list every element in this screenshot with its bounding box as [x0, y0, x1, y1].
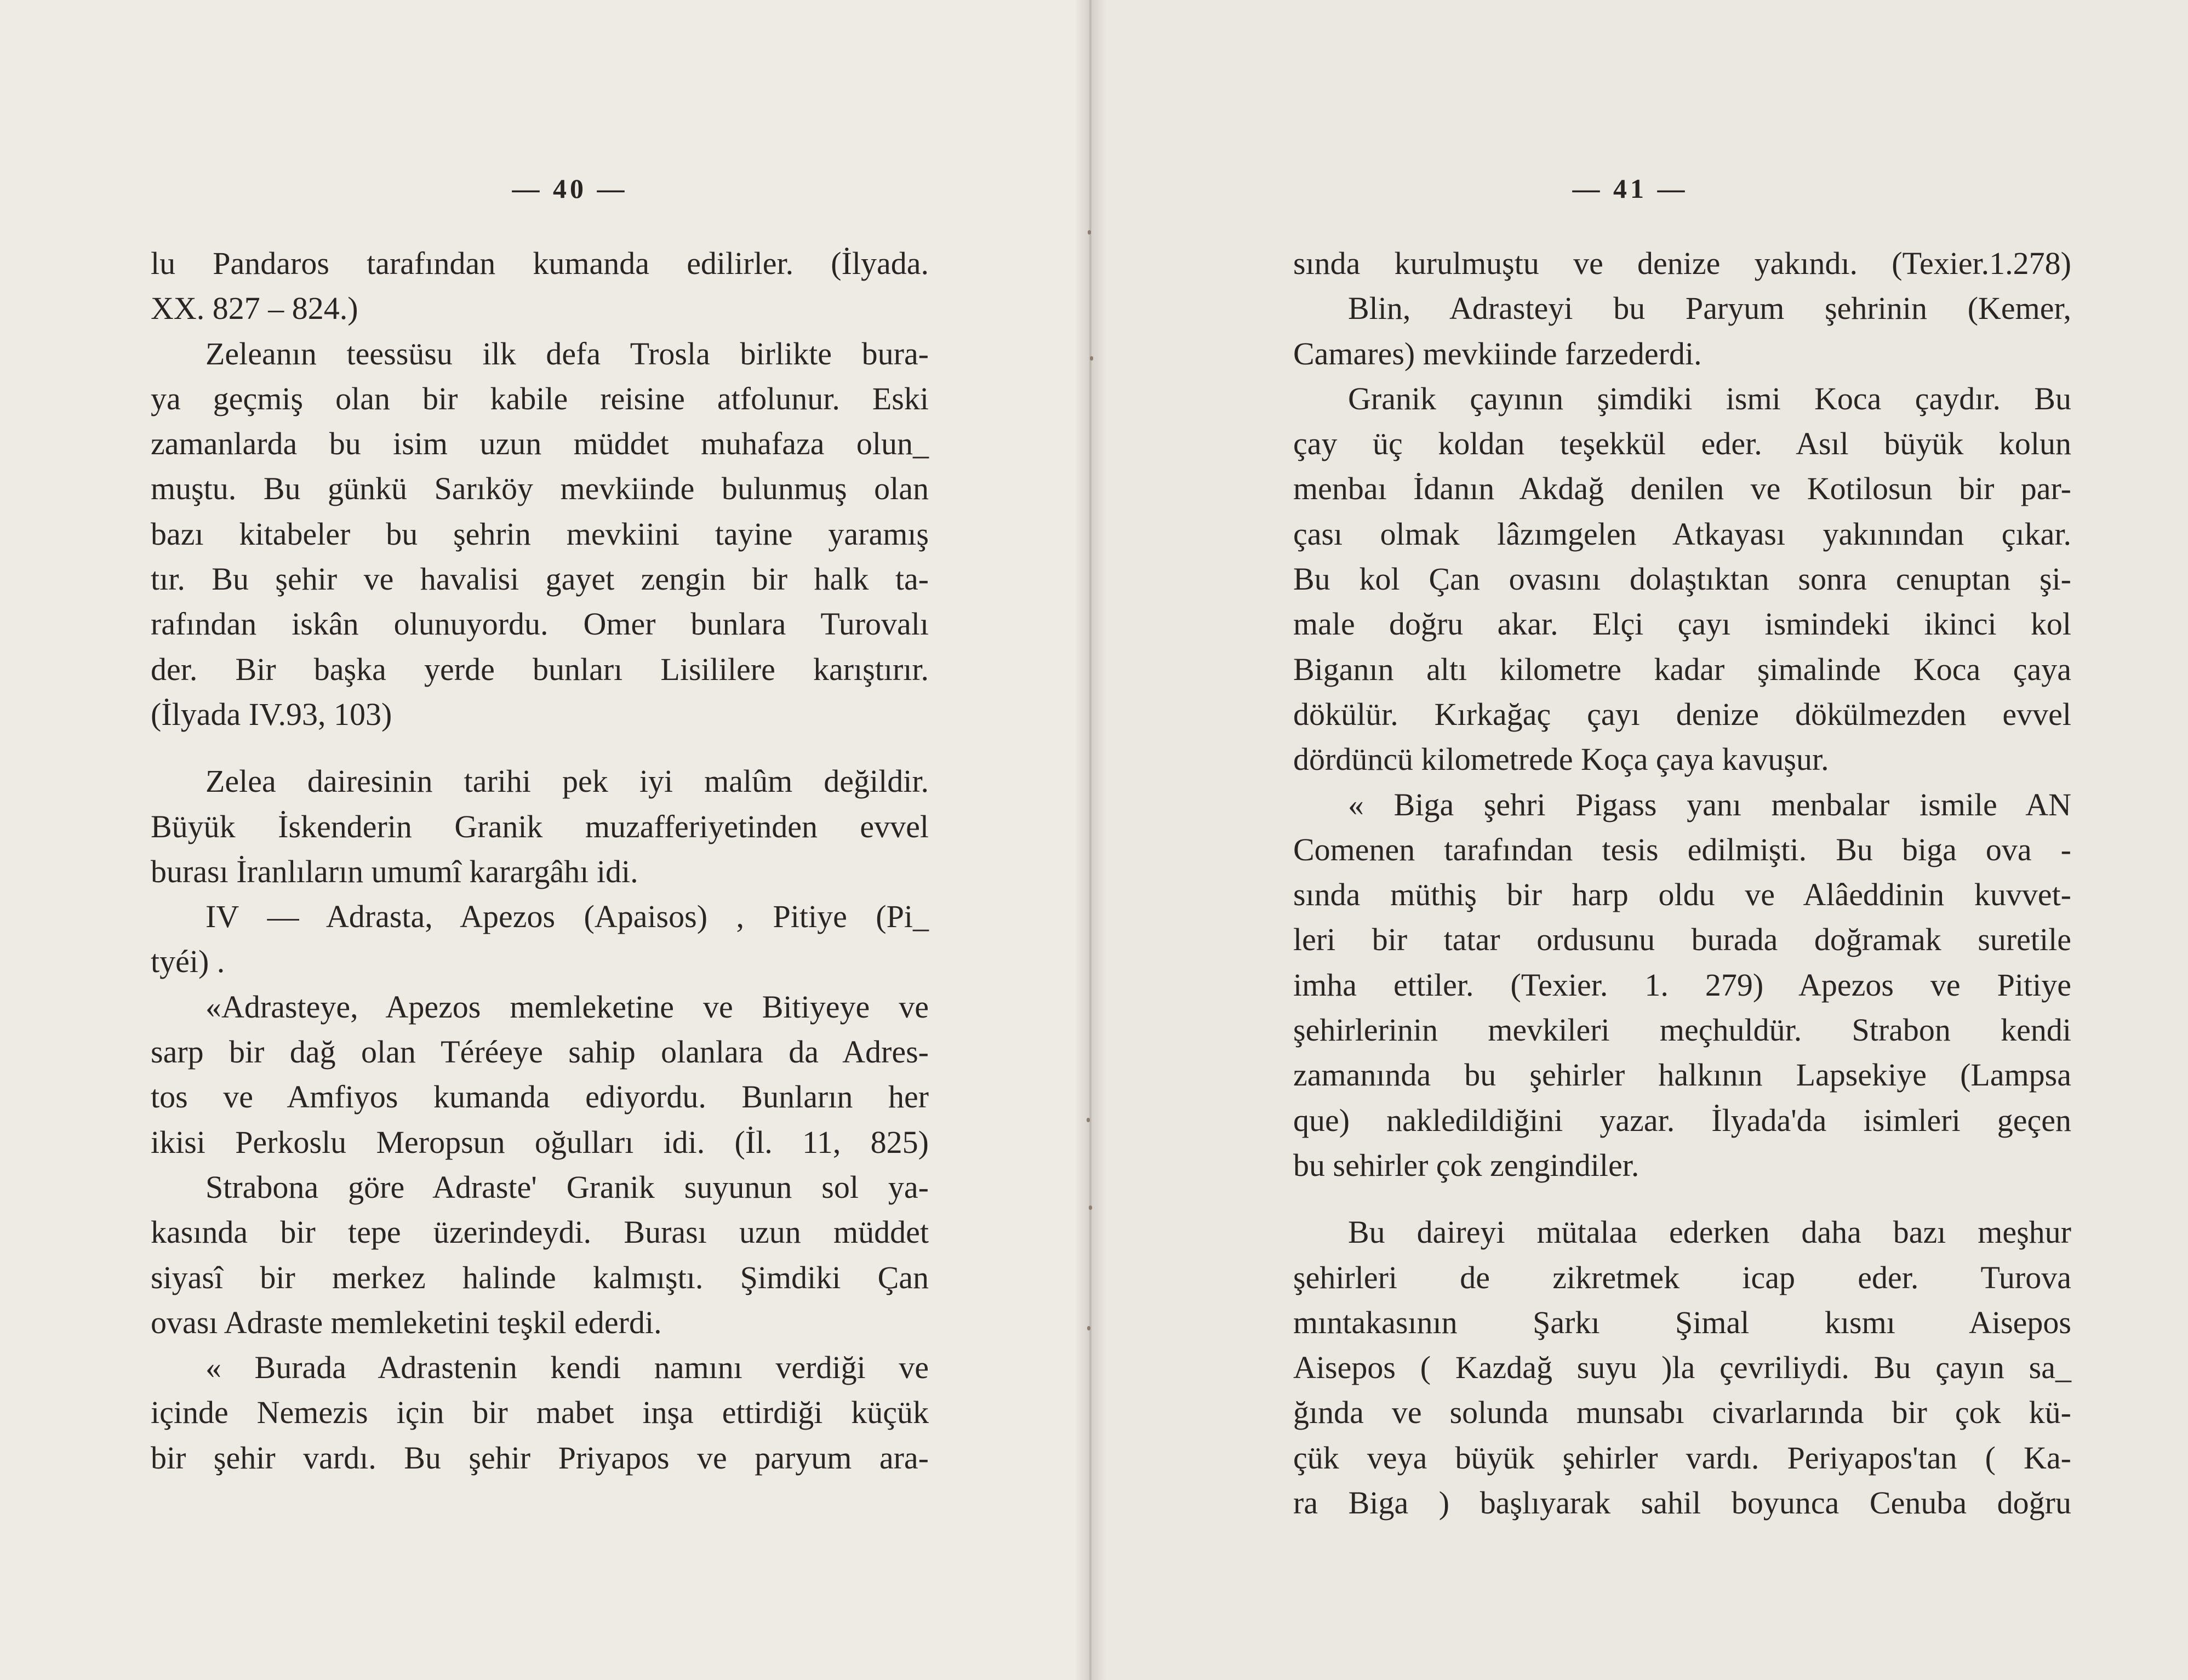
text-line: der. Bir başka yerde bunları Lisililere karıştırır. [151, 651, 929, 687]
gutter-specks [1082, 0, 1104, 1680]
text-line: Zelea dairesinin tarihi pek iyi malûm değildir. [205, 763, 929, 799]
paragraph-gap [1293, 1188, 2071, 1210]
text-line: çası olmak lâzımgelen Atkayası yakınından çıkar. [1293, 516, 2071, 552]
text-line: Bu daireyi mütalaa ederken daha bazı meşhur [1348, 1214, 2071, 1250]
text-line: Comenen tarafından tesis edilmişti. Bu biga ova - [1293, 831, 2071, 867]
right-page [1088, 0, 2188, 1680]
text-line: ya geçmiş olan bir kabile reisine atfolunur. Eski [151, 380, 929, 416]
text-line: dökülür. Kırkağaç çayı denize dökülmezden evvel [1293, 696, 2071, 732]
left-page [0, 0, 1088, 1680]
text-line: kasında bir tepe üzerindeydi. Burası uzun müddet [151, 1214, 929, 1250]
text-line: içinde Nemezis için bir mabet inşa ettirdiği küçük [151, 1395, 929, 1431]
text-line: bazı kitabeler bu şehrin mevkiini tayine yaramış [151, 516, 929, 552]
text-line: şehirleri de zikretmek icap eder. Turova [1293, 1259, 2071, 1295]
text-line: «Adrasteye, Apezos memleketine ve Bitiyeye ve [205, 988, 929, 1025]
text-line: Aisepos ( Kazdağ suyu )la çevriliydi. Bu çayın sa_ [1293, 1350, 2071, 1386]
text-line: dördüncü kilometrede Koça çaya kavuşur. [1293, 741, 1829, 778]
page-number: — 41 — [1572, 173, 1688, 204]
text-line: « Biga şehri Pigass yanı menbalar ismile AN [1348, 786, 2071, 822]
text-line: que) nakledildiğini yazar. İlyada'da isimleri geçen [1293, 1102, 2071, 1138]
text-line: Bu kol Çan ovasını dolaştıktan sonra cenuptan şi- [1293, 561, 2071, 597]
text-line: burası İranlıların umumî karargâhı idi. [151, 853, 638, 889]
text-line: sarp bir dağ olan Téréeye sahip olanlara da Adres- [151, 1034, 929, 1070]
text-line: siyasî bir merkez halinde kalmıştı. Şimdiki Çan [151, 1259, 929, 1295]
text-line: bu sehirler çok zengindiler. [1293, 1147, 1639, 1183]
text-line: lu Pandaros tarafından kumanda edilirler. (İlyada. [151, 245, 929, 281]
text-line: çay üç koldan teşekkül eder. Asıl büyük kolun [1293, 426, 2071, 462]
text-line: Büyük İskenderin Granik muzafferiyetinden evvel [151, 808, 929, 844]
page-body-text [1293, 241, 2071, 1525]
text-line: tos ve Amfiyos kumanda ediyordu. Bunların her [151, 1079, 929, 1115]
text-line: muştu. Bu günkü Sarıköy mevkiinde bulunmuş olan [151, 471, 929, 507]
text-line: bir şehir vardı. Bu şehir Priyapos ve paryum ara- [151, 1439, 929, 1476]
paper-speck [1087, 1326, 1090, 1330]
paper-speck [1088, 230, 1091, 235]
text-line: XX. 827 – 824.) [151, 290, 358, 327]
paper-speck [1087, 1118, 1090, 1122]
paragraph-gap [151, 737, 929, 759]
text-line: (İlyada IV.93, 103) [151, 696, 392, 732]
text-line: mıntakasının Şarkı Şimal kısmı Aisepos [1293, 1304, 2071, 1340]
page-body-text [151, 241, 929, 1481]
page-number: — 40 — [512, 173, 628, 204]
text-line: zamanında bu şehirler halkının Lapsekiye (Lampsa [1293, 1057, 2071, 1093]
text-line: ra Biga ) başlıyarak sahil boyunca Cenuba doğru [1293, 1485, 2071, 1521]
text-line: tyéi) . [151, 944, 225, 980]
text-line: ikisi Perkoslu Meropsun oğulları idi. (İl. 11, 825) [151, 1124, 929, 1160]
text-line: rafından iskân olunuyordu. Omer bunlara Turovalı [151, 606, 929, 642]
text-line: Biganın altı kilometre kadar şimalinde Koca çaya [1293, 651, 2071, 687]
text-line: imha ettiler. (Texier. 1. 279) Apezos ve Pitiye [1293, 967, 2071, 1003]
text-line: sında müthiş bir harp oldu ve Alâeddinin kuvvet- [1293, 877, 2071, 913]
paper-speck [1089, 1205, 1092, 1210]
text-line: menbaı İdanın Akdağ denilen ve Kotilosun bir par- [1293, 471, 2071, 507]
text-line: Camares) mevkiinde farzederdi. [1293, 335, 1702, 372]
text-line: Blin, Adrasteyi bu Paryum şehrinin (Kemer, [1348, 290, 2071, 327]
text-line: IV — Adrasta, Apezos (Apaisos) , Pitiye (Pi_ [205, 899, 929, 935]
text-line: Zeleanın teessüsu ilk defa Trosla birlikte bura- [205, 335, 929, 372]
text-line: ovası Adraste memleketini teşkil ederdi. [151, 1304, 662, 1340]
text-line: Granik çayının şimdiki ismi Koca çaydır. Bu [1348, 380, 2071, 416]
text-line: zamanlarda bu isim uzun müddet muhafaza olun_ [151, 426, 929, 462]
text-line: male doğru akar. Elçi çayı ismindeki ikinci kol [1293, 606, 2071, 642]
text-line: sında kurulmuştu ve denize yakındı. (Texier.1.278) [1293, 245, 2071, 281]
text-line: tır. Bu şehir ve havalisi gayet zengin bir halk ta- [151, 561, 929, 597]
paper-speck [1090, 356, 1093, 361]
text-line: şehirlerinin mevkileri meçhuldür. Strabon kendi [1293, 1012, 2071, 1048]
text-line: ğında ve solunda munsabı civarlarında bir çok kü- [1293, 1395, 2071, 1431]
text-line: leri bir tatar ordusunu burada doğramak suretile [1293, 922, 2071, 958]
text-line: çük veya büyük şehirler vardı. Periyapos'tan ( Ka- [1293, 1439, 2071, 1476]
text-line: Strabona göre Adraste' Granik suyunun sol ya- [205, 1169, 929, 1205]
text-line: « Burada Adrastenin kendi namını verdiği ve [205, 1350, 929, 1386]
